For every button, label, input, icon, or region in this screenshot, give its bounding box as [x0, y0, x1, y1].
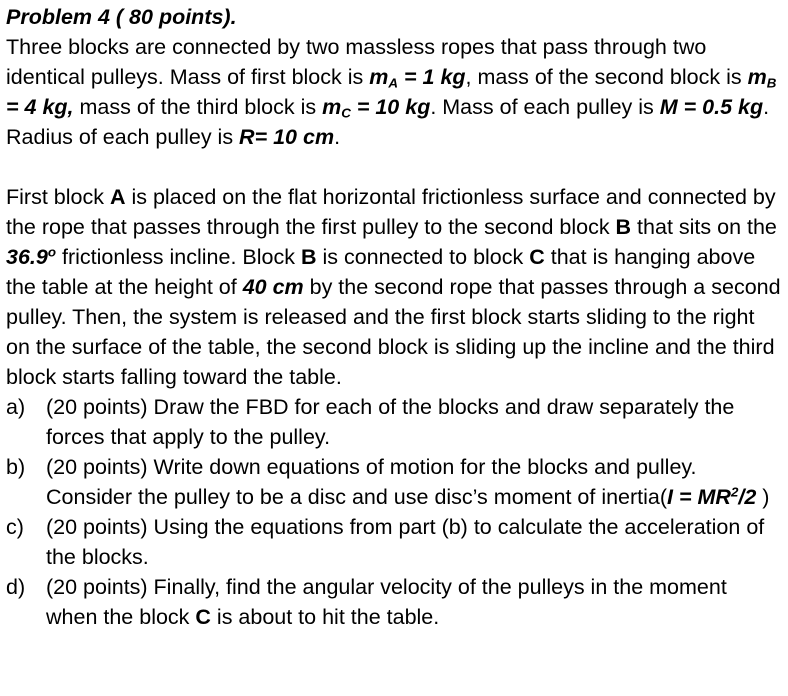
pulley-radius: R= 10 cm: [239, 125, 335, 149]
mass-c-subscript: C: [341, 105, 351, 121]
intro-text: . Mass of each pulley is: [430, 95, 660, 119]
problem-intro: [6, 32, 782, 152]
block-a-label: A: [109, 185, 126, 209]
mass-a-symbol: m: [369, 65, 389, 89]
part-text: (20 points) Draw the FBD for each of the blocks and draw separately the forces that apply to the pulley.: [46, 395, 735, 449]
mass-a: [369, 65, 465, 89]
mass-b-symbol: m: [747, 65, 767, 89]
part-a: [6, 392, 782, 452]
mass-a-value: = 1 kg: [398, 65, 466, 89]
intro-text: . Radius of each pulley is: [6, 95, 770, 149]
part-text: is about to hit the table.: [210, 605, 440, 629]
block-c-label: C: [529, 245, 545, 269]
mass-c: [322, 95, 430, 119]
part-marker: d): [6, 575, 26, 599]
intro-text: Three blocks are connected by two massless ropes that pass through two identical pulleys. Mass of first block is: [6, 35, 707, 89]
problem-body: [6, 182, 782, 392]
body-text: First block: [6, 185, 110, 209]
paragraph-gap: [6, 152, 782, 182]
mass-b-value: = 4 kg,: [6, 95, 74, 119]
part-marker: c): [6, 515, 24, 539]
mass-a-subscript: A: [388, 75, 399, 91]
body-text: frictionless incline. Block: [56, 245, 301, 269]
body-text: is connected to block: [316, 245, 530, 269]
pulley-mass: M = 0.5 kg: [659, 95, 764, 119]
hanging-height: 40 cm: [242, 275, 304, 299]
block-b-label: B: [300, 245, 317, 269]
block-b-label: B: [615, 215, 632, 239]
problem-title: Problem 4 ( 80 points).: [6, 5, 237, 29]
mass-b-subscript: B: [766, 75, 777, 91]
inertia-exponent: 2: [730, 484, 739, 500]
part-text: (20 points) Write down equations of motion for the blocks and pulley. Consider the pulley to be a disc and use disc’s moment of inertia(: [46, 455, 697, 509]
mass-c-value: = 10 kg: [350, 95, 431, 119]
intro-text: , mass of the second block is: [465, 65, 748, 89]
part-c: [6, 512, 782, 572]
part-marker: a): [6, 395, 26, 419]
block-c-label: C: [195, 605, 211, 629]
part-d: [6, 572, 782, 632]
intro-text: .: [334, 125, 341, 149]
inertia-formula: [667, 485, 756, 509]
incline-angle: 36.9: [6, 245, 48, 269]
mass-c-symbol: m: [322, 95, 342, 119]
part-text: (20 points) Finally, find the angular velocity of the pulleys in the moment when the block: [46, 575, 727, 629]
body-text: that is hanging above the table at the height of: [6, 245, 756, 299]
part-text: ): [756, 485, 770, 509]
body-text: by the second rope that passes through a second pulley. Then, the system is released and the first block starts sliding to the right on the surface of the table, the second block is sliding up the incline and the third block starts falling toward the table.: [6, 275, 781, 389]
inertia-formula-main: I = MR: [667, 485, 731, 509]
part-marker: b): [6, 455, 26, 479]
body-text: that sits on the: [631, 215, 777, 239]
body-text: is placed on the flat horizontal frictionless surface and connected by the rope that passes through the first pulley to the second block: [6, 185, 776, 239]
degree-symbol: o: [47, 244, 57, 260]
part-b: [6, 452, 782, 512]
inertia-formula-tail: /2: [738, 485, 757, 509]
question-parts: [6, 392, 782, 632]
part-text: (20 points) Using the equations from part (b) to calculate the acceleration of the blocks.: [46, 515, 765, 569]
intro-text: mass of the third block is: [73, 95, 323, 119]
